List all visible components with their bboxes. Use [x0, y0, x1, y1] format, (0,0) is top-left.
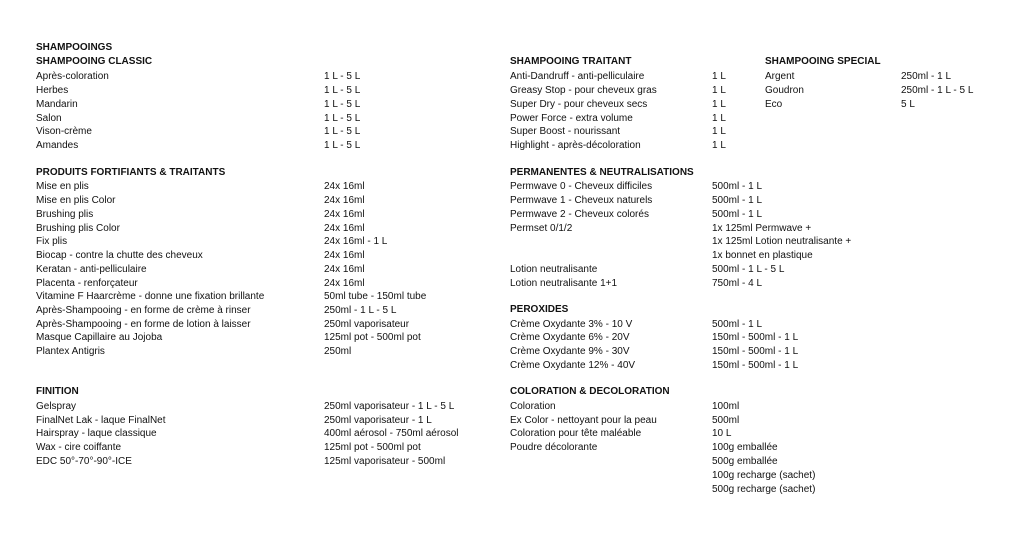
- section-heading-permanentes: PERMANENTES & NEUTRALISATIONS: [510, 167, 694, 178]
- section-heading-finition: FINITION: [36, 386, 79, 397]
- section-heading-shampooing-special: SHAMPOOING SPECIAL: [765, 56, 881, 67]
- section-heading-produits-fortifiants: PRODUITS FORTIFIANTS & TRAITANTS: [36, 167, 226, 178]
- section-heading-peroxides: PEROXIDES: [510, 304, 569, 315]
- page-title: SHAMPOOINGS: [36, 42, 113, 53]
- section-heading-coloration: COLORATION & DECOLORATION: [510, 386, 670, 397]
- section-heading-shampooing-classic: SHAMPOOING CLASSIC: [36, 56, 153, 67]
- section-heading-shampooing-traitant: SHAMPOOING TRAITANT: [510, 56, 632, 67]
